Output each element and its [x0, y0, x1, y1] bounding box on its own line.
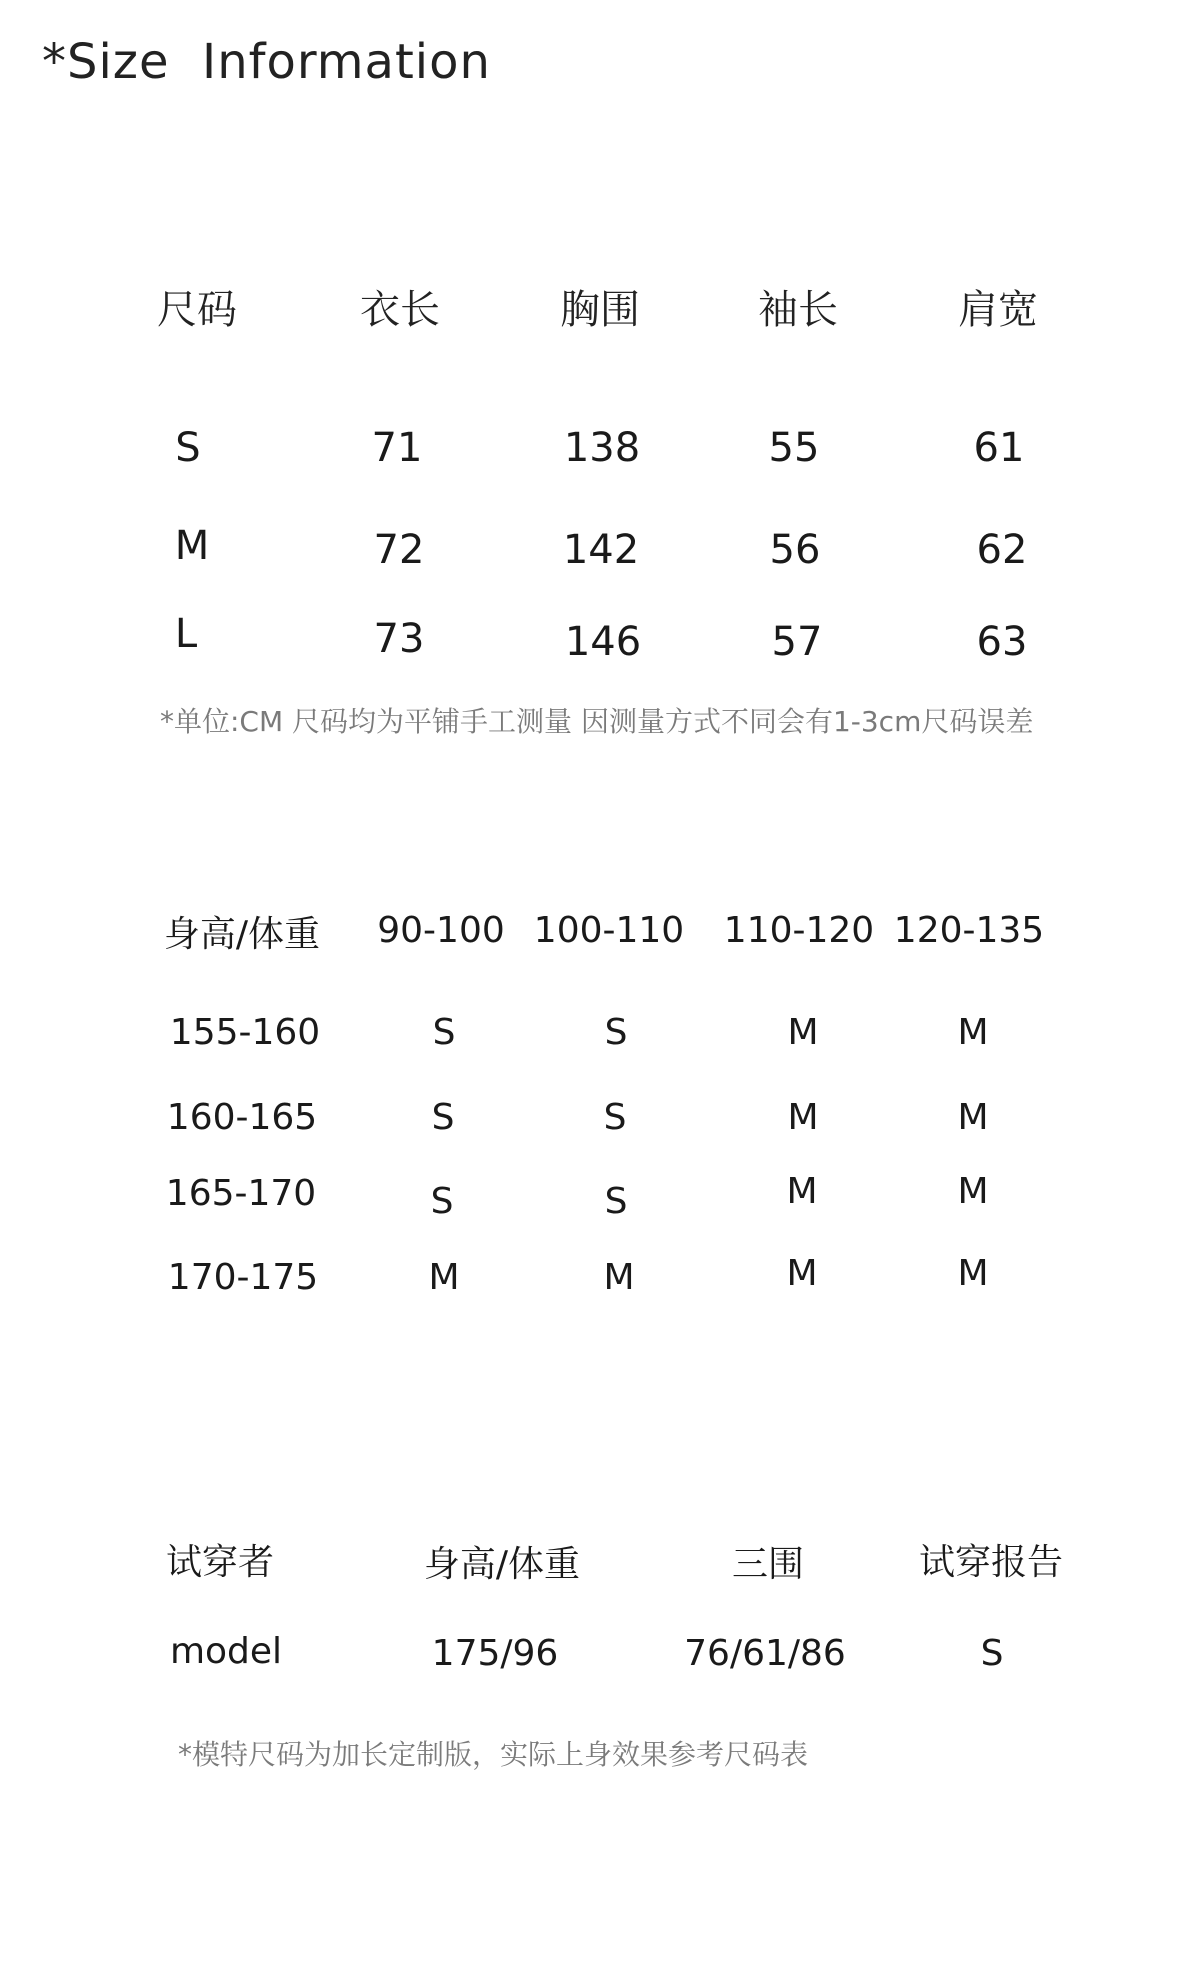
size-row-s-sleeve: 55 [768, 425, 820, 471]
fit-header-w2: 100-110 [533, 910, 685, 951]
fit-row1-height: 155-160 [169, 1012, 321, 1053]
fit-row2-height: 160-165 [166, 1097, 318, 1138]
page-title: *Size Information [42, 34, 491, 90]
size-row-s-length: 71 [371, 425, 423, 471]
fit-row4-height: 170-175 [167, 1257, 319, 1298]
model-row-wearer: model [169, 1631, 283, 1672]
size-row-l-shoulder: 63 [976, 619, 1028, 665]
fit-header-w3: 110-120 [723, 910, 875, 951]
size-row-s-chest: 138 [563, 425, 641, 471]
model-row-report: S [980, 1633, 1004, 1674]
fit-row4-c1: M [428, 1257, 460, 1298]
size-header-size: 尺码 [157, 287, 237, 333]
size-header-shoulder: 肩宽 [958, 287, 1038, 333]
size-note: *单位:CM 尺码均为平铺手工测量 因测量方式不同会有1-3cm尺码误差 [160, 705, 1034, 738]
fit-row3-height: 165-170 [165, 1173, 317, 1214]
fit-row2-c2: S [603, 1097, 627, 1138]
size-row-s-size: S [175, 425, 201, 471]
model-header-report: 试穿报告 [918, 1542, 1064, 1583]
fit-row1-c4: M [957, 1012, 989, 1053]
size-header-chest: 胸围 [560, 287, 640, 333]
model-header-measurements: 三围 [731, 1544, 805, 1585]
model-header-wearer: 试穿者 [165, 1542, 275, 1583]
fit-header-w4: 120-135 [893, 910, 1045, 951]
size-row-l-length: 73 [373, 616, 425, 662]
size-row-m-length: 72 [373, 527, 425, 573]
size-row-l-chest: 146 [564, 619, 642, 665]
size-row-s-shoulder: 61 [973, 425, 1025, 471]
fit-row4-c2: M [603, 1257, 635, 1298]
fit-header-height-weight: 身高/体重 [163, 914, 321, 955]
fit-row1-c2: S [604, 1012, 628, 1053]
fit-row2-c1: S [431, 1097, 455, 1138]
fit-row1-c1: S [432, 1012, 456, 1053]
fit-row3-c1: S [430, 1181, 454, 1222]
size-row-m-shoulder: 62 [976, 527, 1028, 573]
size-row-l-size: L [174, 611, 198, 657]
size-row-l-sleeve: 57 [771, 619, 823, 665]
fit-row2-c3: M [787, 1097, 819, 1138]
fit-row3-c2: S [604, 1181, 628, 1222]
model-row-height-weight: 175/96 [431, 1633, 559, 1674]
fit-row2-c4: M [957, 1097, 989, 1138]
size-row-m-size: M [174, 523, 210, 569]
model-header-height-weight: 身高/体重 [423, 1544, 581, 1585]
size-header-sleeve: 袖长 [758, 287, 838, 333]
fit-row4-c3: M [786, 1253, 818, 1294]
size-row-m-sleeve: 56 [769, 527, 821, 573]
fit-row1-c3: M [787, 1012, 819, 1053]
fit-row3-c3: M [786, 1171, 818, 1212]
size-row-m-chest: 142 [562, 527, 640, 573]
model-note: *模特尺码为加长定制版，实际上身效果参考尺码表 [178, 1738, 809, 1771]
model-row-measurements: 76/61/86 [684, 1633, 846, 1674]
fit-row4-c4: M [957, 1253, 989, 1294]
size-header-length: 衣长 [360, 287, 440, 333]
fit-header-w1: 90-100 [377, 910, 505, 951]
fit-row3-c4: M [957, 1171, 989, 1212]
